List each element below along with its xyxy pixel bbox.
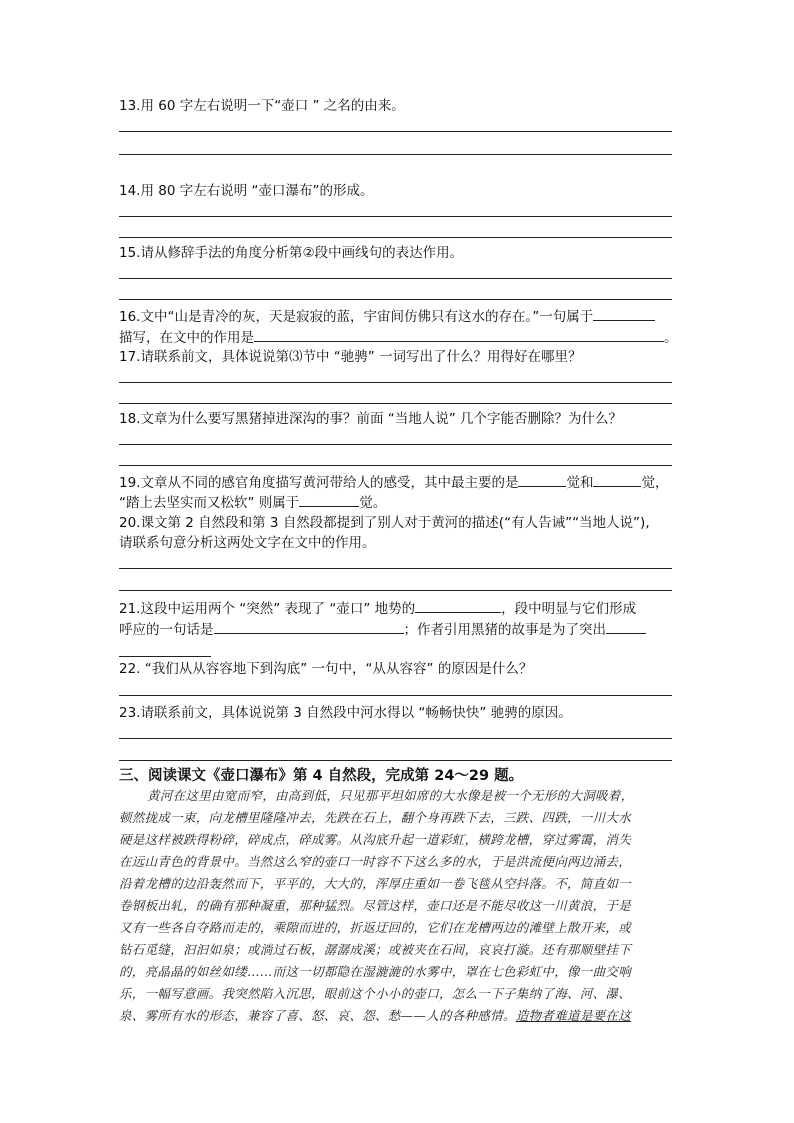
question-21-text: 21.这段中运用两个 “突然” 表现了 “壶口” 地势的 (119, 601, 416, 617)
answer-line (119, 444, 672, 445)
answer-line (119, 237, 672, 238)
passage-line: 又有一些各自夺路而走的，乘隙而进的，折返迂回的，它们在龙槽两边的滩壁上散开来，或 (119, 920, 632, 935)
question-19-text-3: 觉， (641, 475, 669, 491)
answer-line (119, 278, 672, 279)
answer-line (119, 590, 672, 591)
fill-blank[interactable] (593, 472, 641, 487)
question-21-text-2: ，段中明显与它们形成 (501, 601, 637, 617)
answer-line (119, 403, 672, 404)
period: 。 (664, 330, 678, 346)
answer-line (119, 695, 672, 696)
section-heading: 三、阅读课文《壶口瀑布》第 4 自然段，完成第 24～29 题。 (119, 768, 524, 784)
answer-line (119, 131, 672, 132)
fill-blank[interactable] (593, 306, 655, 321)
fill-blank[interactable] (606, 619, 646, 634)
question-21-text-3: 呼应的一句话是 (119, 622, 214, 638)
question-16 (119, 306, 655, 326)
passage-line: 硬是这样被跌得粉碎，碎成点，碎成雾。从沟底升起一道彩虹，横跨龙槽，穿过雾霭，消失 (119, 832, 632, 847)
answer-line (119, 154, 672, 155)
question-19-text-2: 觉和 (566, 475, 594, 491)
passage-line: 在远山青色的背景中。当然这么窄的壶口一时容不下这么多的水，于是洪流便向两边涌去， (119, 854, 632, 869)
question-20-cont: 请联系句意分析这两处文字在文中的作用。 (119, 535, 376, 551)
passage-line: 钻石觅缝，汩汩如泉；或淌过石板，潺潺成溪；或被夹在石间，哀哀打漩。还有那顺壁挂下 (119, 942, 632, 957)
answer-line (119, 738, 672, 739)
question-20: 20.课文第 2 自然段和第 3 自然段都提到了别人对于黄河的描述(“有人告诫”“当地人说”), (119, 515, 650, 531)
fill-blank[interactable] (214, 619, 404, 634)
question-13: 13.用 60 字左右说明一下“壶口 ” 之名的由来。 (119, 98, 405, 114)
answer-line (119, 760, 672, 761)
answer-line (119, 568, 672, 569)
question-19-text-5: 觉。 (359, 495, 387, 511)
question-21 (119, 598, 636, 618)
question-19-text-4: “踏上去坚实而又松软” 则属于 (119, 495, 300, 511)
question-23: 23.请联系前文，具体说说第 3 自然段中河水得以 “畅畅快快” 驰骋的原因。 (119, 705, 572, 721)
fill-blank-line[interactable] (119, 656, 211, 657)
answer-line (119, 216, 672, 217)
passage-line: 卷钢板出轧，的确有那种凝重，那种猛烈。尽管这样，壶口还是不能尽收这一川黄浪，于是 (119, 898, 632, 913)
question-18: 18.文章为什么要写黑猪掉进深沟的事？前面 “当地人说” 几个字能否删除？为什么？ (119, 411, 623, 427)
question-16-text: 16.文中“山是青冷的灰，天是寂寂的蓝，宇宙间仿佛只有这水的存在。”一句属于 (119, 309, 594, 325)
underlined-sentence: 造物者难道是要在这 (515, 1008, 632, 1023)
passage-line: 的，亮晶晶的如丝如缕……而这一切都隐在湿漉漉的水雾中，罩在七色彩虹中，像一曲交响 (119, 964, 632, 979)
question-16-text-2: 描写，在文中的作用是 (119, 330, 254, 346)
question-19 (119, 472, 668, 492)
fill-blank[interactable] (299, 492, 359, 507)
question-15: 15.请从修辞手法的角度分析第②段中画线句的表达作用。 (119, 245, 464, 261)
fill-blank[interactable] (518, 472, 566, 487)
passage-line: 黄河在这里由宽而窄，由高到低，只见那平坦如席的大水像是被一个无形的大洞吸着， (147, 788, 634, 803)
fill-blank[interactable] (415, 598, 501, 613)
question-19-text: 19.文章从不同的感官角度描写黄河带给人的感受，其中最主要的是 (119, 475, 519, 491)
passage-line-last (119, 1006, 679, 1024)
passage-line: 沿着龙槽的边沿轰然而下，平平的，大大的，浑厚庄重如一卷飞毯从空抖落。不，简直如一 (119, 876, 632, 891)
question-19-cont (119, 492, 386, 512)
answer-line (119, 382, 672, 383)
passage-text: 泉、雾所有水的形态，兼容了喜、怒、哀、怨、愁——人的各种感情。 (119, 1008, 516, 1023)
question-14: 14.用 80 字左右说明 “壶口瀑布”的形成。 (119, 183, 374, 199)
question-17: 17.请联系前文，具体说说第⑶节中 “驰骋” 一词写出了什么？用得好在哪里？ (119, 349, 582, 365)
passage-line: 乐，一幅写意画。我突然陷入沉思，眼前这个小小的壶口，怎么一下子集纳了海、河、瀑、 (119, 986, 632, 1001)
answer-line (119, 299, 672, 300)
question-22: 22. “我们从从容容地下到沟底” 一句中，“从从容容” 的原因是什么？ (119, 661, 533, 677)
question-21-cont (119, 619, 646, 639)
fill-blank[interactable] (254, 327, 664, 342)
question-21-text-4: ；作者引用黑猪的故事是为了突出 (403, 622, 606, 638)
passage-line: 顿然拢成一束，向龙槽里隆隆冲去，先跌在石上，翻个身再跌下去，三跌、四跌，一川大水 (119, 810, 632, 825)
answer-line (119, 465, 672, 466)
question-16-cont (119, 327, 678, 347)
